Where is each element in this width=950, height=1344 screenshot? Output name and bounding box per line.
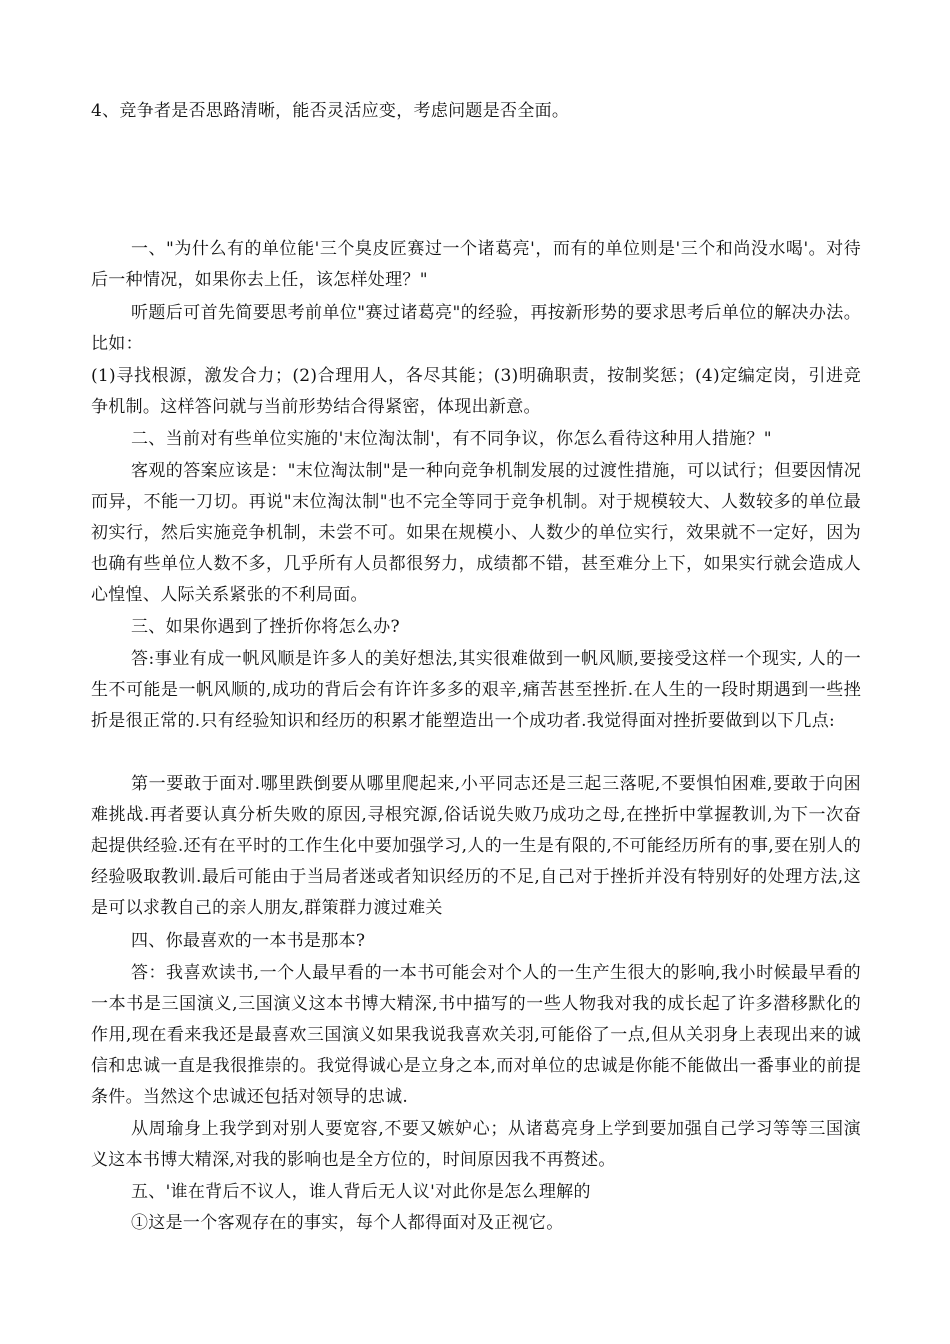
paragraph-answer-3-points: 第一要敢于面对.哪里跌倒要从哪里爬起来,小平同志还是三起三落呢,不要惧怕困难,要敢于向困难挑战.再者要认真分析失败的原因,寻根究源,俗话说失败乃成功之母,在挫折中掌握教训,为下一次奋起提供经验.还有在平时的工作生化中要加强学习,人的一生是有限的,不可能经历所有的事,要在别人的经验吸取教训.最后可能由于当局者迷或者知识经历的不足,自己对于挫折并没有特别好的处理方法,这是可以求教自己的亲人朋友,群策群力渡过难关 bbox=[91, 774, 861, 918]
paragraph-question-4: 四、你最喜欢的一本书是那本? bbox=[131, 931, 366, 951]
paragraph-answer-2: 客观的答案应该是："末位淘汰制"是一种向竞争机制发展的过渡性措施，可以试行；但要因情况而异，不能一刀切。再说"末位淘汰制"也不完全等同于竞争机制。对于规模较大、人数较多的单位最初实行，然后实施竞争机制，未尝不可。如果在规模小、人数少的单位实行，效果就不一定好，因为也确有些单位人数不多，几乎所有人员都很努力，成绩都不错，甚至难分上下，如果实行就会造成人心惶惶、人际关系紧张的不利局面。 bbox=[91, 461, 861, 605]
paragraph-question-5: 五、'谁在背后不议人，谁人背后无人议'对此你是怎么理解的 bbox=[131, 1182, 591, 1202]
paragraph-answer-4: 答：我喜欢读书,一个人最早看的一本书可能会对个人的一生产生很大的影响,我小时候最早看的一本书是三国演义,三国演义这本书博大精深,书中描写的一些人物我对我的成长起了许多潜移默化的作用,现在看来我还是最喜欢三国演义如果我说我喜欢关羽,可能俗了一点,但从关羽身上表现出来的诚信和忠诚一直是我很推崇的。我觉得诚心是立身之本,而对单位的忠诚是你能不能做出一番事业的前提条件。当然这个忠诚还包括对领导的忠诚. bbox=[91, 963, 861, 1107]
paragraph-answer-1-points: (1)寻找根源，激发合力；(2)合理用人，各尽其能；(3)明确职责，按制奖惩；(4)定编定岗，引进竞争机制。这样答问就与当前形势结合得紧密，体现出新意。 bbox=[91, 366, 861, 417]
paragraph-answer-1-intro: 听题后可首先简要思考前单位"赛过诸葛亮"的经验，再按新形势的要求思考后单位的解决办法。比如： bbox=[91, 303, 861, 354]
paragraph-answer-3: 答:事业有成一帆风顺是许多人的美好想法,其实很难做到一帆风顺,要接受这样一个现实, 人的一生不可能是一帆风顺的,成功的背后会有许许多多的艰辛,痛苦甚至挫折.在人生的一段时期遇到一些挫折是很正常的.只有经验知识和经历的积累才能塑造出一个成功者.我觉得面对挫折要做到以下几点: bbox=[91, 649, 861, 731]
paragraph-question-2: 二、当前对有些单位实施的'末位淘汰制'，有不同争议，你怎么看待这种用人措施？" bbox=[131, 429, 772, 449]
paragraph-criterion-4: 4、竞争者是否思路清晰，能否灵活应变，考虑问题是否全面。 bbox=[91, 101, 570, 121]
paragraph-question-1: 一、"为什么有的单位能'三个臭皮匠赛过一个诸葛亮'，而有的单位则是'三个和尚没水喝'。对待后一种情况，如果你去上任，该怎样处理？" bbox=[91, 239, 861, 290]
paragraph-answer-4-continued: 从周瑜身上我学到对别人要宽容,不要又嫉妒心；从诸葛亮身上学到要加强自己学习等等三国演义这本书博大精深,对我的影响也是全方位的，时间原因我不再赘述。 bbox=[91, 1119, 861, 1170]
paragraph-question-3: 三、如果你遇到了挫折你将怎么办? bbox=[131, 617, 400, 637]
paragraph-answer-5-point-1: ①这是一个客观存在的事实，每个人都得面对及正视它。 bbox=[131, 1213, 564, 1233]
